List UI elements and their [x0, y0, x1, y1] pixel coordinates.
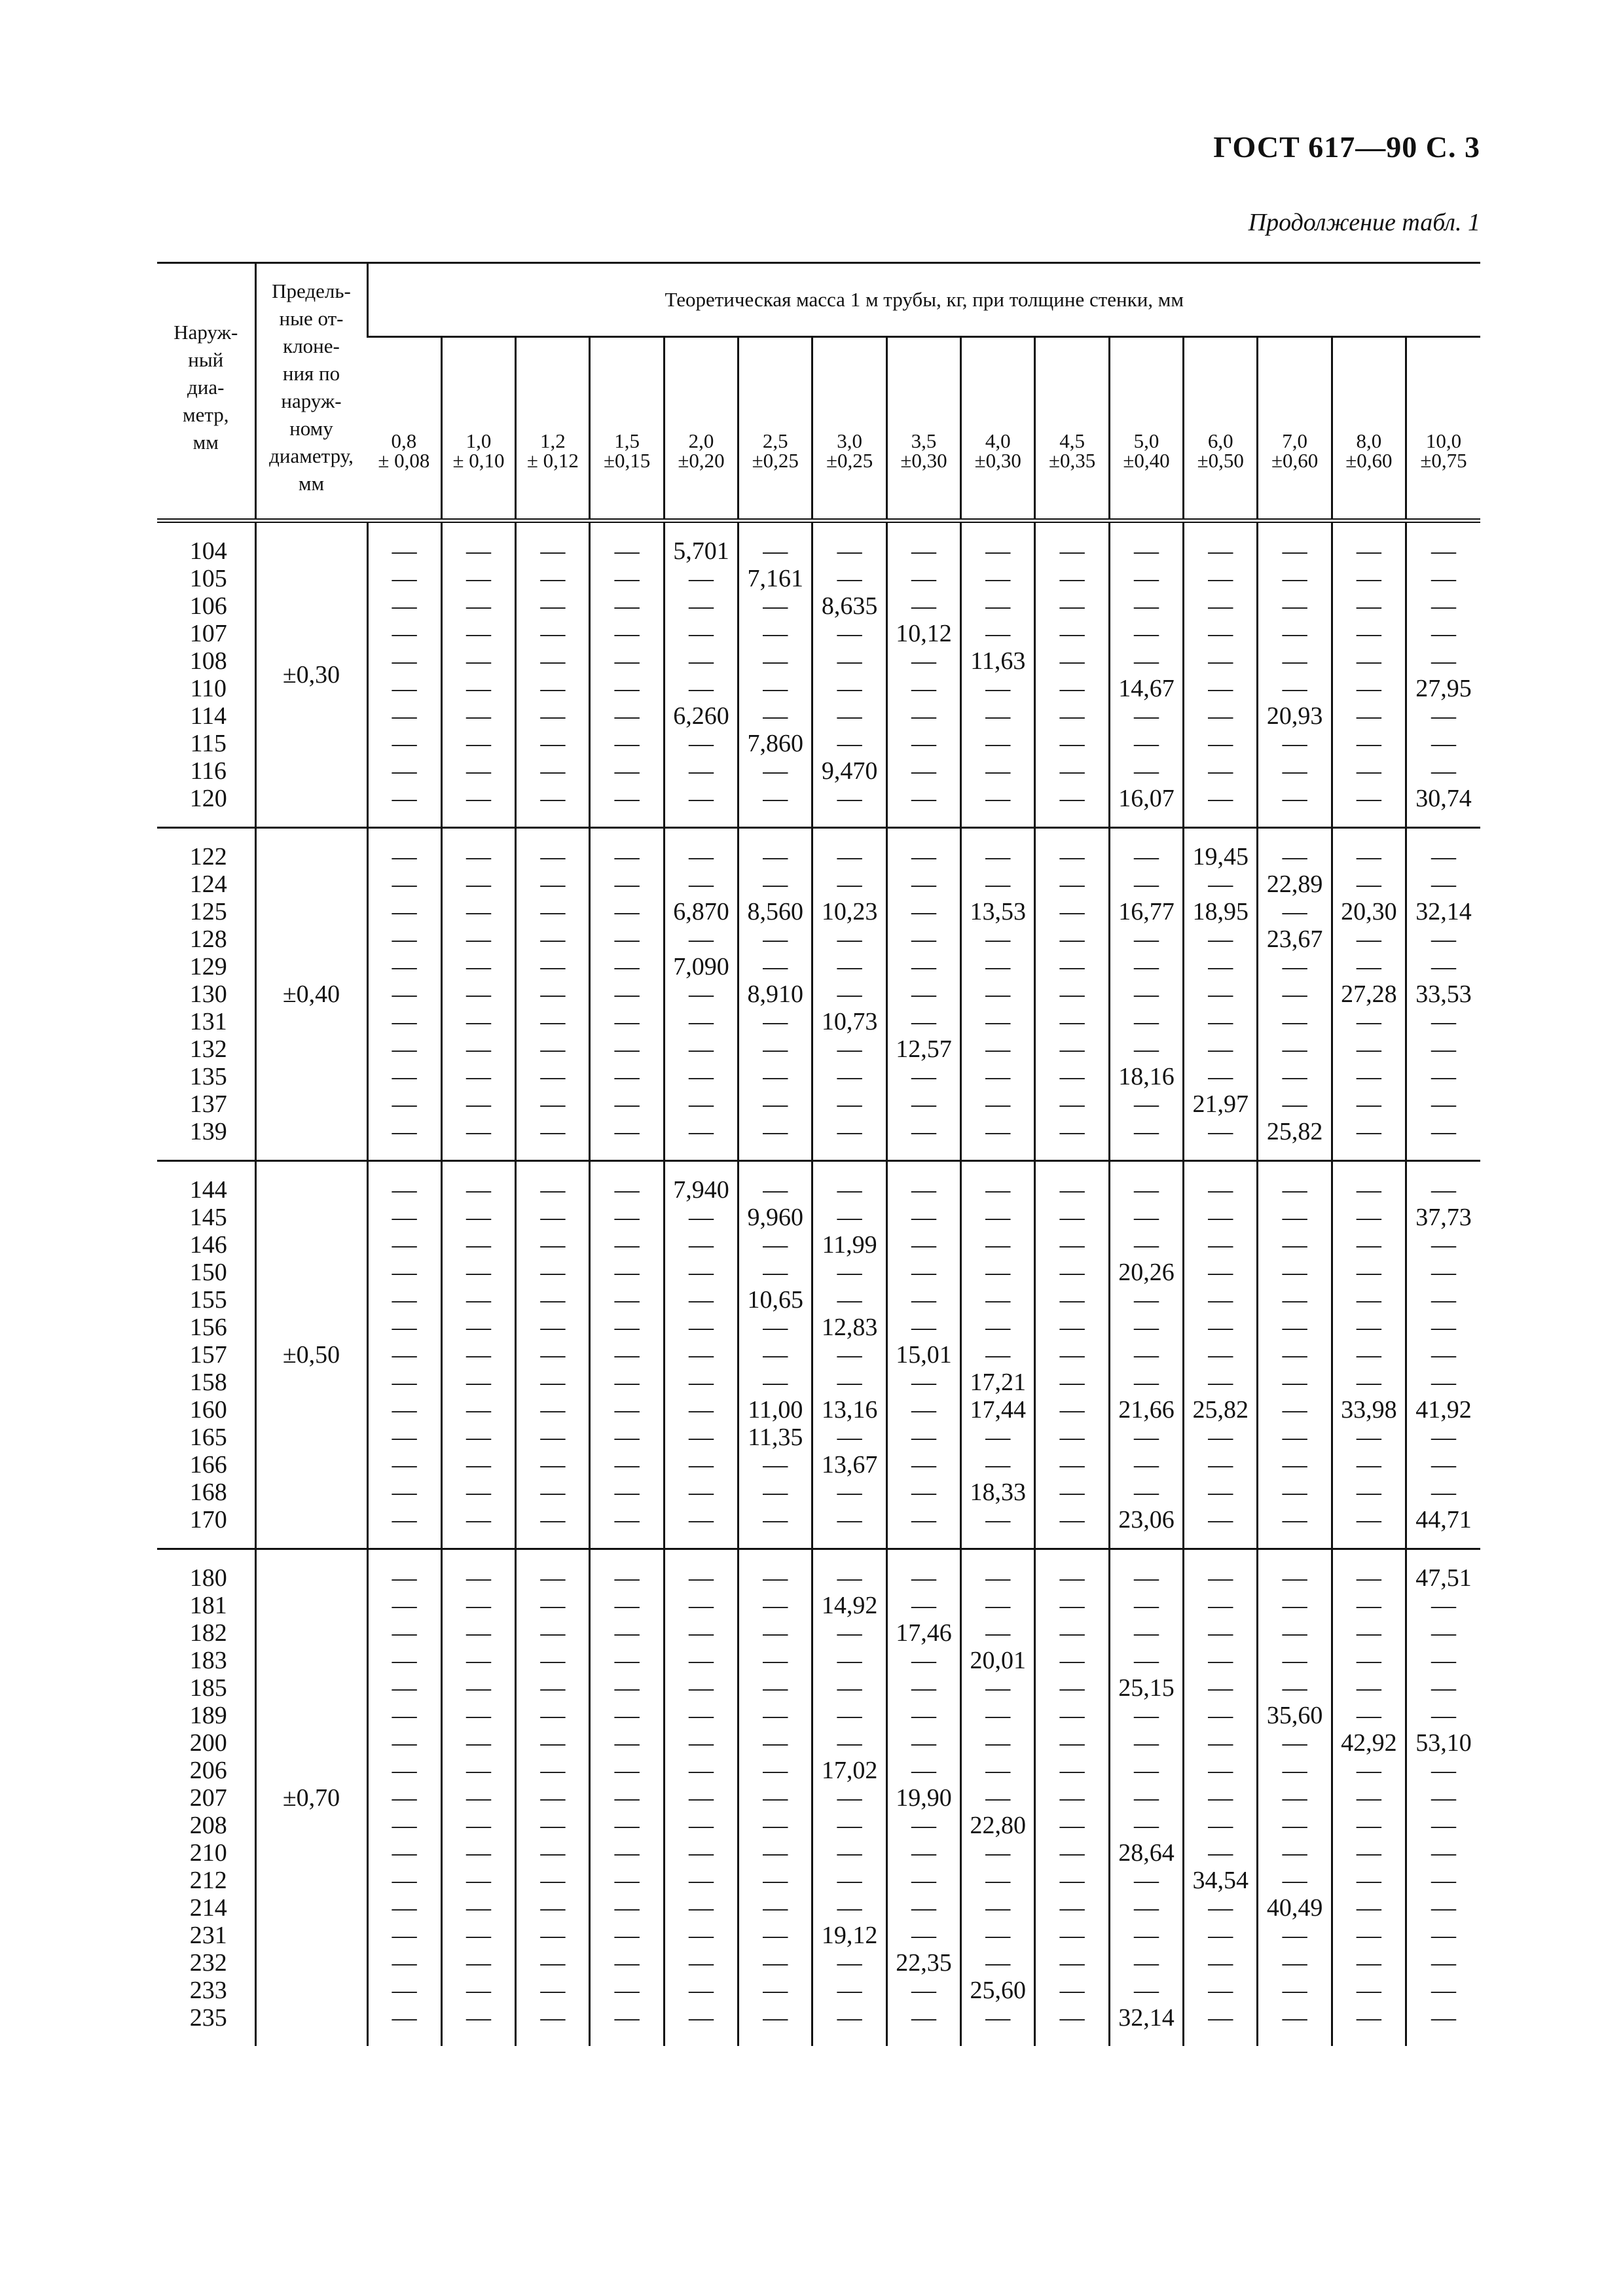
thickness-col-header — [961, 337, 1035, 521]
mass-cell: — — — — — — — — — — — — — — [590, 1161, 664, 1549]
mass-cell: — — 10,23 — — — 10,73 — — — — — [812, 828, 886, 1161]
mass-cell: — — 11,99 — — 12,83 — — 13,16 — 13,67 — — — [812, 1161, 886, 1549]
thickness-col-header — [590, 337, 664, 521]
mass-cell: — — — — — — — — — — — — — — — — — — [441, 1549, 515, 2047]
thickness-col-header — [1332, 337, 1406, 521]
thickness-col-header — [739, 337, 812, 521]
mass-cell: — — — — — — — — — — — 34,54 — — — — — — [1184, 1549, 1258, 2047]
mass-cell: — — — — — — — — — — — — — — [516, 1161, 590, 1549]
mass-cell: — — — — — — — — — — — — — — — — — — [1035, 1549, 1109, 2047]
thickness-tolerance: ±0,30 — [900, 449, 947, 472]
mass-cell: — — — 20,01 — — — — — 22,80 — — — — — 25,60 — — [961, 1549, 1035, 2047]
thickness-tolerance: ± 0,08 — [378, 449, 430, 472]
thickness-value: 3,5 — [911, 429, 937, 452]
mass-cell: — — 13,53 — — — — — — — — — [961, 828, 1035, 1161]
page-title: ГОСТ 617—90 С. 3 — [1213, 130, 1480, 164]
thickness-value: 7,0 — [1282, 429, 1307, 452]
thickness-value: 2,0 — [688, 429, 714, 452]
mass-table — [157, 262, 1480, 2046]
thickness-tolerance: ±0,75 — [1420, 449, 1467, 472]
outer-diameter-cell: 122 124 125 128 129 130 131 132 135 137 139 — [157, 828, 255, 1161]
table-row-group — [157, 1549, 1480, 2047]
thickness-tolerance: ± 0,12 — [526, 449, 579, 472]
mass-cell: — — — — — — — — — — — [516, 521, 590, 828]
thickness-tolerance: ±0,30 — [974, 449, 1021, 472]
thickness-col-header — [664, 337, 738, 521]
mass-cell: — — — 20,26 — — — — 21,66 — — — 23,06 — [1109, 1161, 1183, 1549]
mass-cell: — — — — — — — — — — — [367, 521, 441, 828]
thickness-tolerance: ±0,25 — [752, 449, 799, 472]
mass-cell: — — — — — — — — — — — — — — [1035, 1161, 1109, 1549]
thickness-col-header — [367, 337, 441, 521]
mass-cell: — 14,92 — — — — — 17,02 — — — — — 19,12 — — — — [812, 1549, 886, 2047]
mass-cell: 19,45 — 18,95 — — — — — — 21,97 — — [1184, 828, 1258, 1161]
thickness-tolerance: ±0,25 — [826, 449, 873, 472]
mass-cell: — — — — — — — — — — — — — — — — — — [664, 1549, 738, 2047]
mass-cell: — 9,960 — — 10,65 — — — 11,00 11,35 — — — — [739, 1161, 812, 1549]
thickness-col-header — [516, 337, 590, 521]
outer-diameter-cell: 144 145 146 150 155 156 157 158 160 165 166 168 170 — [157, 1161, 255, 1549]
mass-cell: — — — — 25,15 — — — — — 28,64 — — — — — 32,14 — [1109, 1549, 1183, 2047]
thickness-value: 0,8 — [391, 429, 417, 452]
thickness-value: 4,0 — [985, 429, 1011, 452]
thickness-tolerance: ±0,35 — [1048, 449, 1096, 472]
mass-cell: — 22,89 — 23,67 — — — — — — 25,82 — [1258, 828, 1332, 1161]
thickness-value: 6,0 — [1207, 429, 1233, 452]
mass-cell: — — — — — — — — — — — — [516, 828, 590, 1161]
thickness-tolerance: ±0,20 — [678, 449, 725, 472]
mass-cell: — — 32,14 — — 33,53 — — — — — — [1406, 828, 1480, 1161]
thickness-col-header — [886, 337, 960, 521]
mass-cell: — — — — — — — — — — — — — — [367, 1161, 441, 1549]
thickness-col-header — [1258, 337, 1332, 521]
mass-cell: — — 20,30 — — 27,28 — — — — — — [1332, 828, 1406, 1161]
mass-cell: 5,701 — — — — — 6,260 — — — — [664, 521, 738, 828]
thickness-tolerance: ± 0,10 — [452, 449, 505, 472]
mass-cell: — — — — — — — — — — — — — — [1258, 1161, 1332, 1549]
mass-cell: — — — — — — — 12,57 — — — — [886, 828, 960, 1161]
mass-cell: — — — — — — 42,92 — — — — — — — — — — — [1332, 1549, 1406, 2047]
mass-cell: — 7,161 — — — — — 7,860 — — — [739, 521, 812, 828]
mass-cell: — — 8,560 — — 8,910 — — — — — — [739, 828, 812, 1161]
thickness-tolerance: ±0,50 — [1197, 449, 1244, 472]
mass-cell: — — — — — — — — — — — [1332, 521, 1406, 828]
mass-cell: — — — — — 27,95 — — — 30,74 — [1406, 521, 1480, 828]
outer-diameter-header: Наруж- ный диа- метр, мм — [157, 263, 255, 521]
mass-cell: — — — — — — — — — — — — [441, 828, 515, 1161]
table-row-group — [157, 1161, 1480, 1549]
thickness-value: 1,2 — [539, 429, 566, 452]
mass-span-header: Теоретическая масса 1 м трубы, кг, при толщине стенки, мм — [367, 263, 1480, 337]
mass-cell: — — — — — — — — — — — — — — — — — — [367, 1549, 441, 2047]
mass-cell: — — — — — — — — 25,82 — — — — — [1184, 1161, 1258, 1549]
thickness-value: 2,5 — [762, 429, 788, 452]
thickness-tolerance: ±0,15 — [604, 449, 651, 472]
table-header — [157, 263, 1480, 521]
outer-diameter-cell: 104 105 106 107 108 110 114 115 116 120 — [157, 521, 255, 828]
mass-cell: — — — — — — — — 33,98 — — — — — [1332, 1161, 1406, 1549]
mass-cell: — — 6,870 — 7,090 — — — — — — — [664, 828, 738, 1161]
tolerance-cell: ±0,70 — [255, 1549, 367, 2047]
mass-cell: — — — — — — — — — — — [1184, 521, 1258, 828]
table-continuation-label: Продолжение табл. 1 — [1248, 209, 1480, 236]
mass-cell: — — — — — — 15,01 — — — — — — — [886, 1161, 960, 1549]
thickness-tolerance: ±0,40 — [1123, 449, 1170, 472]
thickness-value: 4,5 — [1059, 429, 1085, 452]
thickness-col-header — [1184, 337, 1258, 521]
thickness-col-header — [812, 337, 886, 521]
thickness-value: 8,0 — [1356, 429, 1382, 452]
mass-cell: 7,940 — — — — — — — — — — — — — [664, 1161, 738, 1549]
mass-cell: — — 16,77 — — — — — 18,16 — — — [1109, 828, 1183, 1161]
tolerance-cell: ±0,50 — [255, 1161, 367, 1549]
mass-cell: — — — — — — — — — — — — — — — — — — [590, 1549, 664, 2047]
table-row-group — [157, 828, 1480, 1161]
thickness-col-header — [1035, 337, 1109, 521]
tolerance-cell: ±0,30 — [255, 521, 367, 828]
mass-cell: — — — — — — — — — — — [590, 521, 664, 828]
mass-cell: — — — — — 14,67 — — — 16,07 — [1109, 521, 1183, 828]
thickness-tolerance: ±0,60 — [1345, 449, 1393, 472]
mass-cell: — — — — — — 20,93 — — — — [1258, 521, 1332, 828]
mass-cell: — — — — — 35,60 — — — — — — 40,49 — — — — — [1258, 1549, 1332, 2047]
mass-cell: — — — — — — — — — — — — [1035, 828, 1109, 1161]
mass-cell: — — — — — — — — — — — — [367, 828, 441, 1161]
thickness-col-header — [441, 337, 515, 521]
table-body — [157, 521, 1480, 2047]
mass-cell: — — — — — — — — — — — — — — — — — — [739, 1549, 812, 2047]
thickness-value: 3,0 — [837, 429, 862, 452]
thickness-value: 1,0 — [465, 429, 492, 452]
table-row-group — [157, 521, 1480, 828]
thickness-value: 5,0 — [1133, 429, 1159, 452]
tolerance-cell: ±0,40 — [255, 828, 367, 1161]
mass-cell: — 37,73 — — — — — — 41,92 — — — 44,71 — [1406, 1161, 1480, 1549]
mass-cell: — — 17,46 — — — — — 19,90 — — — — — 22,35 — — — [886, 1549, 960, 2047]
outer-diameter-cell: 180 181 182 183 185 189 200 206 207 208 210 212 214 231 232 233 235 — [189, 1564, 227, 2032]
mass-cell: — — — 10,12 — — — — — — — [886, 521, 960, 828]
mass-cell: — — — — — — — — — — — — — — — — — — [516, 1549, 590, 2047]
mass-cell: — — — — — — — — — — — — [590, 828, 664, 1161]
thickness-col-header — [1406, 337, 1480, 521]
mass-cell: — — — — — — — — — — — — — — [441, 1161, 515, 1549]
mass-cell: — — — — — — — — — — — [441, 521, 515, 828]
mass-cell: — — 8,635 — — — — — 9,470 — — [812, 521, 886, 828]
mass-cell: — — — — — — — 17,21 17,44 — — 18,33 — — [961, 1161, 1035, 1549]
thickness-value: 1,5 — [614, 429, 640, 452]
thickness-value: 10,0 — [1425, 429, 1462, 452]
mass-cell: — — — — — — — — — — — [1035, 521, 1109, 828]
mass-cell: — — — — 11,63 — — — — — — [961, 521, 1035, 828]
tolerance-header: Предель- ные от- клоне- ния по наруж- ному диаметру, мм — [255, 263, 367, 521]
mass-cell: 47,51 — — — — — 53,10 — — — — — — — — — — — [1406, 1549, 1480, 2047]
thickness-tolerance: ±0,60 — [1271, 449, 1319, 472]
thickness-col-header — [1109, 337, 1183, 521]
